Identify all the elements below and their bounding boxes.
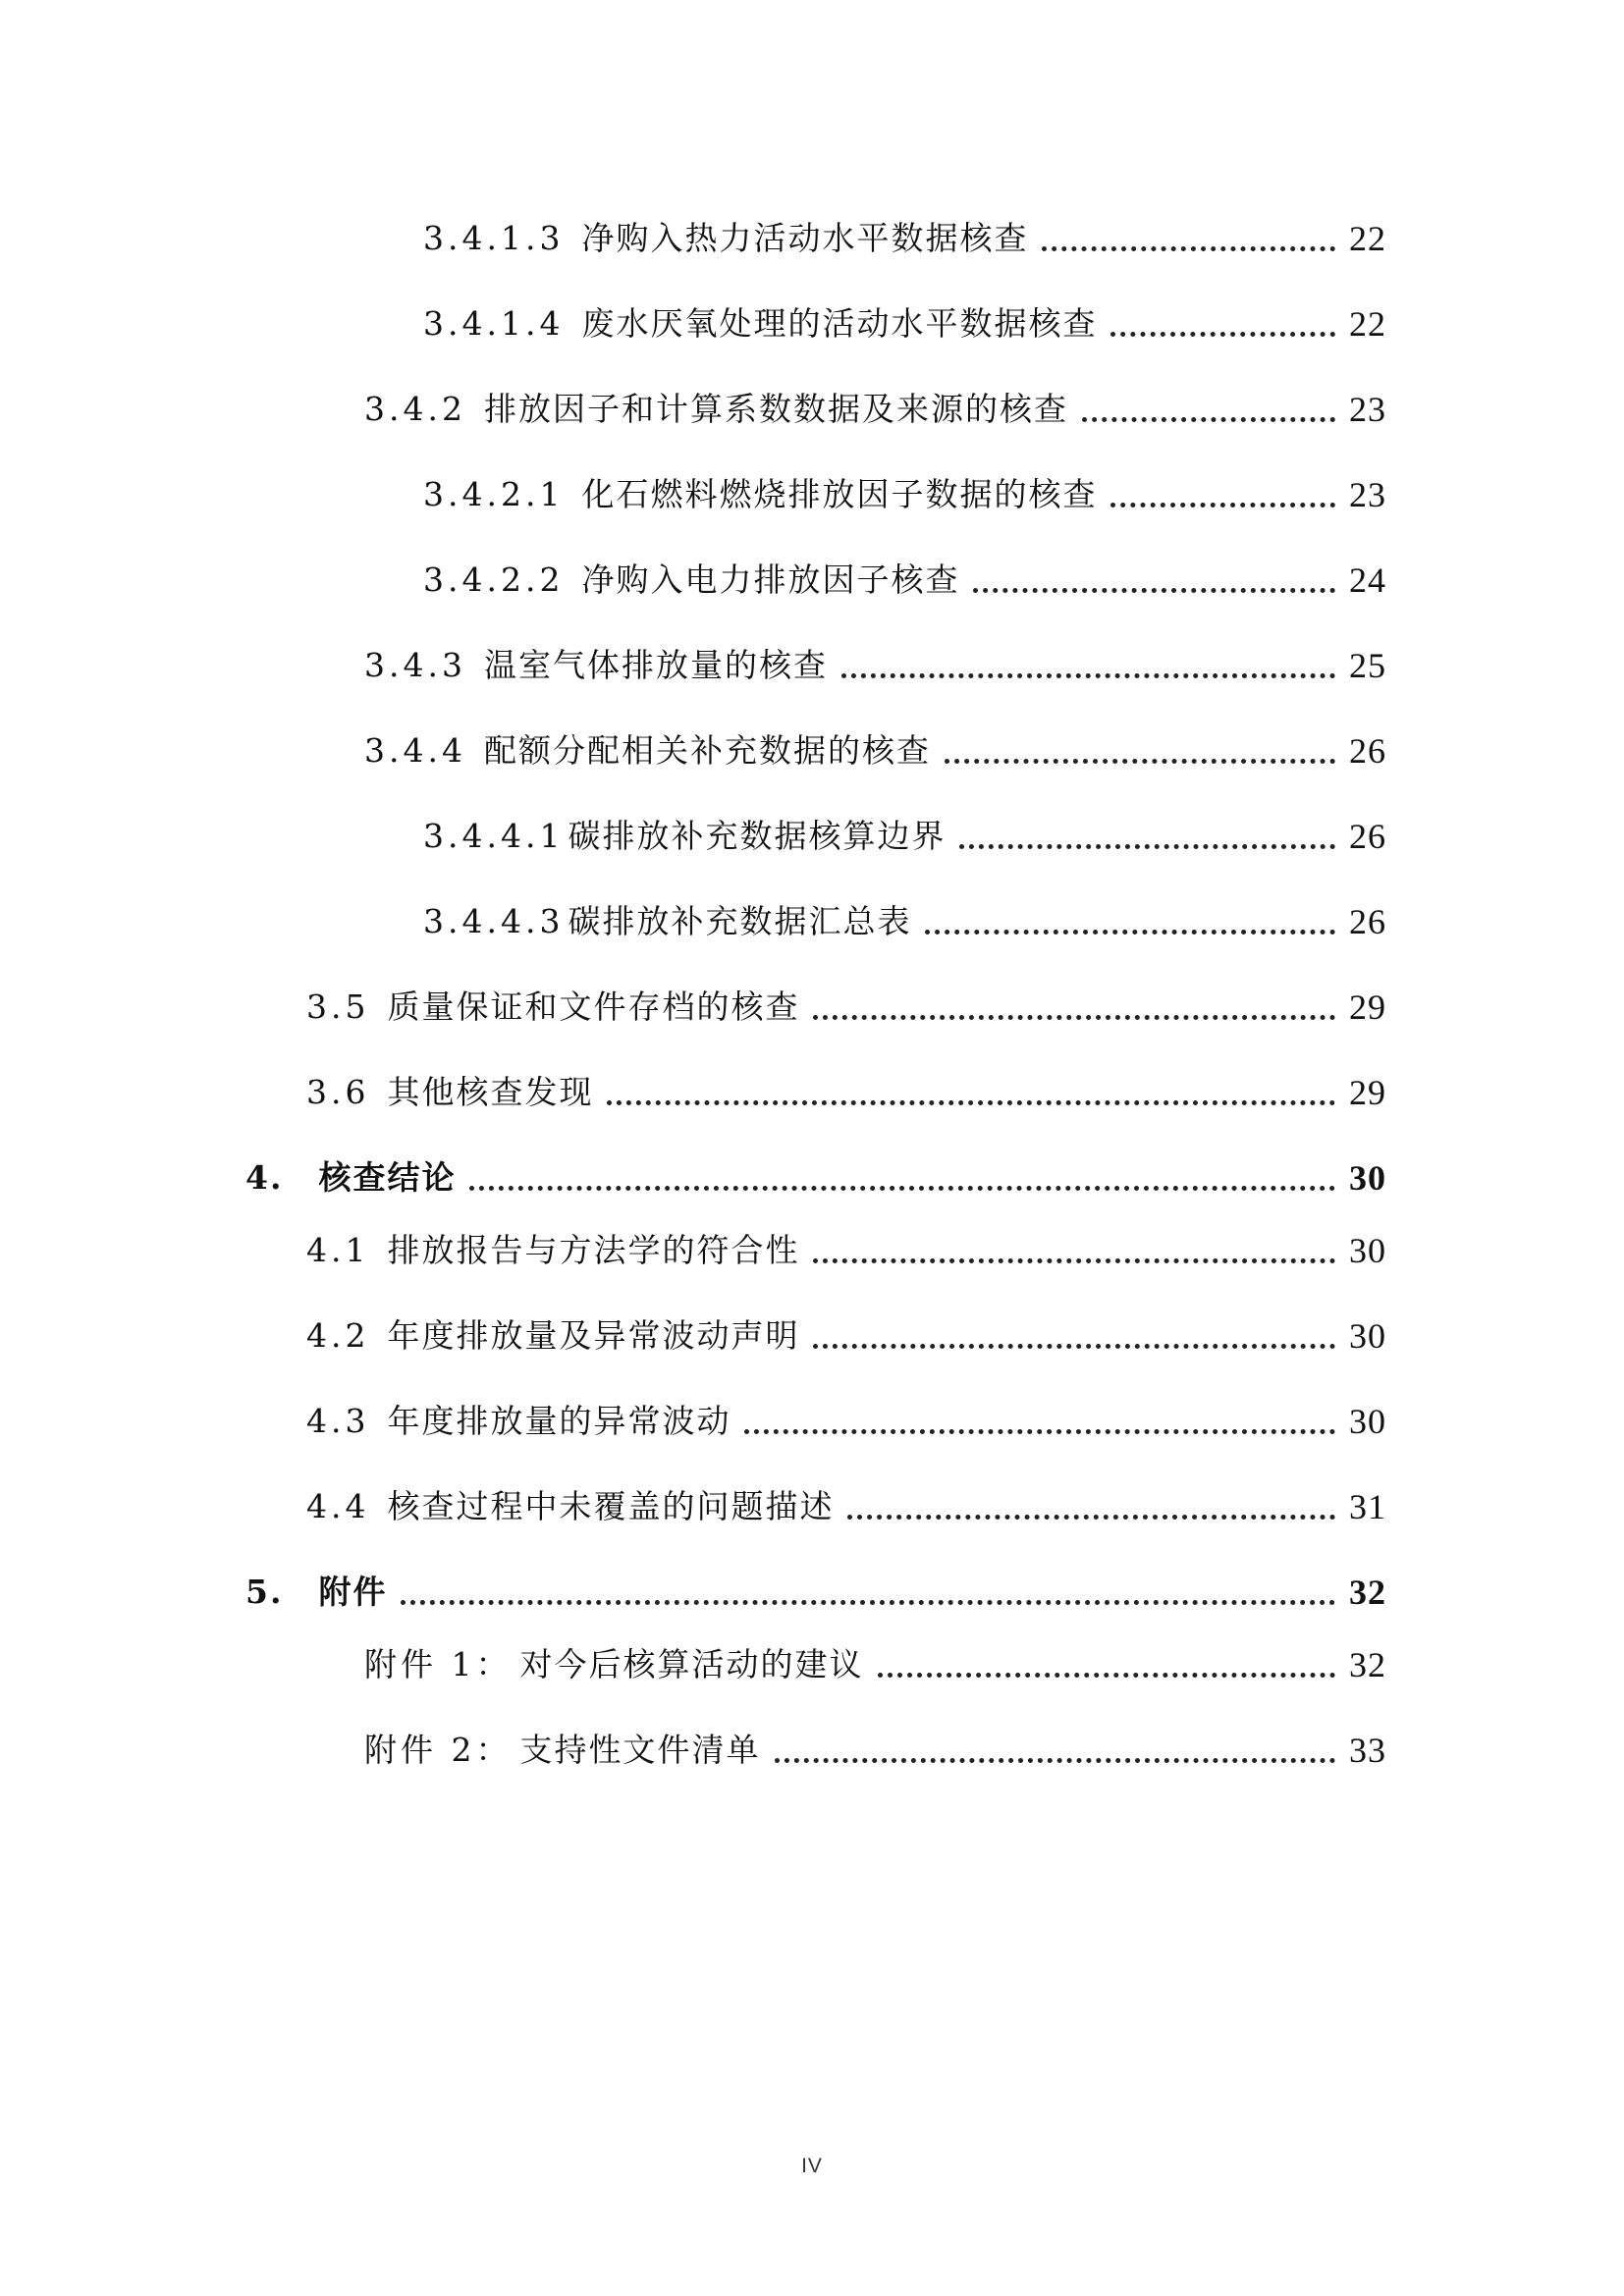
toc-entry-page: 22 <box>1349 219 1386 258</box>
toc-leader-dots <box>841 669 1335 678</box>
toc-entry-title: 碳排放补充数据汇总表 <box>568 902 912 940</box>
toc-leader-dots <box>847 1511 1335 1520</box>
toc-leader-dots <box>959 840 1335 849</box>
toc-entry-number: 3.4.4.1 <box>423 817 565 855</box>
toc-entry-title: 化石燃料燃烧排放因子数据的核查 <box>581 475 1098 513</box>
toc-entry-title: 质量保证和文件存档的核查 <box>387 988 800 1026</box>
toc-entry-title: 核查结论 <box>318 1158 457 1197</box>
toc-leader-dots <box>973 584 1335 593</box>
toc-entry-page: 33 <box>1349 1731 1386 1770</box>
toc-chapter-entry[interactable] <box>0 1555 1624 1614</box>
toc-entry-page: 23 <box>1349 475 1386 514</box>
toc-entry[interactable] <box>0 1299 1624 1358</box>
toc-entry-title: 附件 <box>318 1573 388 1611</box>
toc-entry-page: 22 <box>1349 304 1386 344</box>
toc-entry-page: 29 <box>1349 988 1386 1027</box>
toc-leader-dots <box>401 1596 1335 1605</box>
toc-leader-dots <box>945 755 1335 764</box>
toc-entry-number: 4.1 <box>306 1231 370 1269</box>
toc-entry-page: 23 <box>1349 390 1386 429</box>
toc-entry-page: 30 <box>1349 1158 1386 1198</box>
toc-leader-dots <box>1042 242 1335 251</box>
toc-entry-number: 4. <box>245 1158 284 1197</box>
toc-entry-page: 30 <box>1349 1402 1386 1441</box>
toc-entry-page: 32 <box>1349 1573 1386 1612</box>
toc-entry-title: 配额分配相关补充数据的核查 <box>483 731 931 770</box>
page-number: IV <box>801 2155 823 2177</box>
toc-entry-title: 年度排放量及异常波动声明 <box>387 1316 800 1355</box>
toc-entry-number: 3.4.4.3 <box>423 902 565 940</box>
toc-entry-page: 26 <box>1349 817 1386 856</box>
toc-entry[interactable] <box>0 201 1624 260</box>
toc-entry[interactable] <box>0 1469 1624 1528</box>
toc-entry-number: 3.4.2.1 <box>423 475 565 513</box>
toc-entry[interactable] <box>0 1213 1624 1272</box>
toc-entry-title: 排放因子和计算系数数据及来源的核查 <box>483 390 1068 428</box>
toc-entry-number: 3.4.1.3 <box>423 219 565 257</box>
toc-leader-dots <box>607 1096 1335 1105</box>
toc-leader-dots <box>775 1754 1336 1763</box>
toc-entry-number: 附件 2： <box>364 1731 513 1769</box>
toc-entry-number: 附件 1： <box>364 1645 513 1683</box>
toc-entry[interactable] <box>0 543 1624 602</box>
toc-entry-title: 净购入电力排放因子核查 <box>581 561 960 599</box>
toc-entry-number: 3.4.2.2 <box>423 561 565 599</box>
toc-leader-dots <box>878 1669 1336 1678</box>
toc-entry-page: 25 <box>1349 646 1386 685</box>
toc-entry[interactable] <box>0 1384 1624 1443</box>
toc-entry[interactable] <box>0 884 1624 943</box>
toc-entry-title: 年度排放量的异常波动 <box>387 1402 731 1440</box>
toc-entry-number: 5. <box>245 1573 284 1611</box>
toc-entry-page: 31 <box>1349 1487 1386 1526</box>
toc-entry-number: 3.4.4 <box>364 731 466 770</box>
toc-entry-number: 3.4.2 <box>364 390 466 428</box>
toc-leader-dots <box>925 926 1335 934</box>
toc-entry-page: 26 <box>1349 902 1386 941</box>
toc-entry-page: 30 <box>1349 1231 1386 1270</box>
toc-entry-number: 3.6 <box>306 1073 370 1111</box>
toc-entry[interactable] <box>0 287 1624 346</box>
toc-entry[interactable] <box>0 1055 1624 1114</box>
toc-leader-dots <box>1110 499 1335 507</box>
toc-entry-number: 3.4.1.4 <box>423 304 565 343</box>
toc-leader-dots <box>469 1182 1335 1191</box>
toc-entry-title: 其他核查发现 <box>387 1073 594 1111</box>
toc-entry[interactable] <box>0 1713 1624 1772</box>
toc-entry[interactable] <box>0 714 1624 773</box>
toc-entry[interactable] <box>0 1628 1624 1686</box>
toc-entry-page: 30 <box>1349 1316 1386 1356</box>
toc-entry-title: 排放报告与方法学的符合性 <box>387 1231 800 1269</box>
toc-entry-title: 核查过程中未覆盖的问题描述 <box>387 1487 835 1525</box>
toc-entry-title: 净购入热力活动水平数据核查 <box>581 219 1029 257</box>
toc-entry-number: 3.5 <box>306 988 370 1026</box>
toc-leader-dots <box>744 1425 1335 1434</box>
toc-entry[interactable] <box>0 628 1624 687</box>
toc-entry-number: 3.4.3 <box>364 646 466 684</box>
toc-entry-title: 温室气体排放量的核查 <box>483 646 828 684</box>
toc-entry-title: 支持性文件清单 <box>519 1731 761 1769</box>
toc-leader-dots <box>813 1340 1335 1349</box>
toc-leader-dots <box>813 1255 1335 1263</box>
toc-entry[interactable] <box>0 372 1624 431</box>
toc-entry[interactable] <box>0 799 1624 858</box>
toc-entry-number: 4.3 <box>306 1402 370 1440</box>
toc-chapter-entry[interactable] <box>0 1141 1624 1200</box>
toc-leader-dots <box>1082 413 1335 422</box>
toc-entry-page: 29 <box>1349 1073 1386 1112</box>
toc-leader-dots <box>813 1011 1335 1020</box>
toc-entry-page: 26 <box>1349 731 1386 771</box>
toc-leader-dots <box>1110 328 1335 337</box>
toc-entry[interactable] <box>0 970 1624 1029</box>
toc-entry-title: 碳排放补充数据核算边界 <box>568 817 947 855</box>
toc-entry[interactable] <box>0 457 1624 516</box>
toc-entry-page: 24 <box>1349 561 1386 600</box>
toc-entry-title: 对今后核算活动的建议 <box>519 1645 864 1683</box>
toc-entry-number: 4.2 <box>306 1316 370 1355</box>
toc-entry-title: 废水厌氧处理的活动水平数据核查 <box>581 304 1098 343</box>
toc-entry-number: 4.4 <box>306 1487 370 1525</box>
toc-entry-page: 32 <box>1349 1645 1386 1684</box>
